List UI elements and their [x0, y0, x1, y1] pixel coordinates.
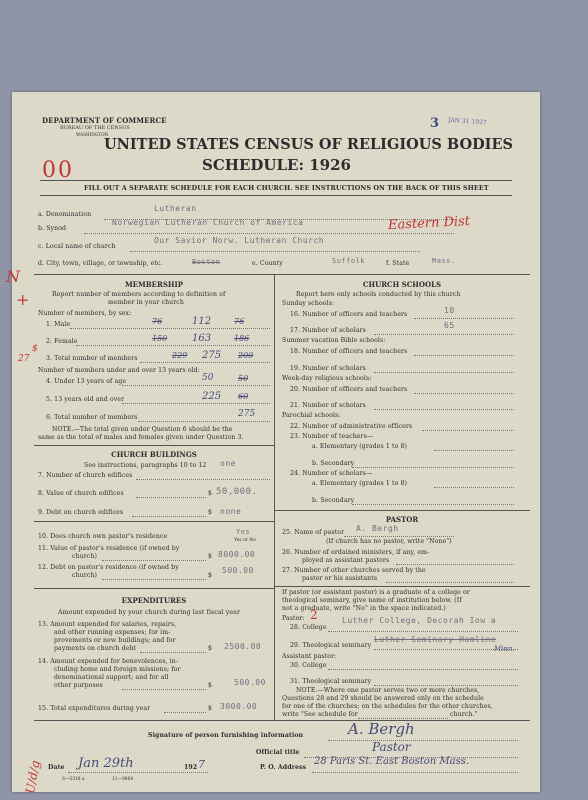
synod-label: b. Synod: [38, 225, 67, 232]
synod-note: Eastern Dist: [387, 213, 471, 234]
q3-value-c: 200: [238, 351, 254, 360]
q4-label: 4. Under 13 years of age: [46, 378, 127, 385]
college-note: theological seminary, give name of institution below. (If: [282, 597, 462, 604]
dotted-leader: [122, 385, 270, 386]
stamp-number: 3: [430, 116, 440, 131]
q27-label: 27. Number of other churches served by the: [282, 567, 426, 574]
margin-mark: U/d/g: [22, 759, 43, 795]
q13-value: 2500.00: [224, 642, 262, 651]
year-prefix: 192: [184, 764, 198, 771]
assistant-subheading: Assistant pastor:: [282, 653, 337, 660]
dollar-sign: $: [208, 509, 213, 516]
q6-value: 275: [238, 409, 256, 419]
county-value: Suffolk: [332, 257, 366, 265]
dotted-leader: [70, 328, 270, 329]
dotted-leader: [130, 251, 420, 252]
denomination-value: Lutheran: [154, 204, 197, 213]
q1-value-b: 112: [192, 316, 212, 327]
dotted-leader: [136, 479, 270, 480]
dotted-leader: [328, 631, 518, 632]
q12-value: 500.00: [222, 566, 254, 575]
q20-label: 20. Number of officers and teachers: [290, 386, 408, 393]
q5-value-b: 60: [238, 392, 249, 401]
census-schedule-sheet: [6, 92, 540, 795]
q5-label: 5. 13 years old and over: [46, 396, 125, 403]
weekday-label: Week-day religious schools:: [282, 375, 372, 382]
dotted-leader: [358, 718, 448, 719]
q2-label: 2. Female: [46, 338, 78, 345]
q7-label: 7. Number of church edifices: [38, 472, 133, 479]
college-note: not a graduate, write "No" in the space indicated.): [282, 605, 446, 612]
dotted-leader: [328, 740, 518, 741]
pastor-note: church.": [450, 711, 478, 718]
rule: [34, 445, 274, 446]
q25-label: 25. Name of pastor: [282, 529, 345, 536]
po-address-value: 28 Paris St. East Boston Mass.: [314, 756, 470, 767]
dotted-leader: [352, 504, 514, 505]
q5-value-a: 225: [202, 391, 222, 402]
q10-value: Yes: [236, 528, 251, 536]
q29-value: Luther Seminary Hamline: [374, 635, 497, 644]
dotted-leader: [138, 421, 270, 422]
handwritten-code: 00: [42, 158, 74, 183]
dotted-leader: [344, 536, 454, 537]
q15-label: 15. Total expenditures during year: [38, 705, 151, 712]
q16-label: 16. Number of officers and teachers: [290, 311, 408, 318]
dotted-leader: [84, 233, 454, 234]
q28-value: Luther College, Decorah Iow a: [342, 616, 497, 625]
dollar-sign: $: [208, 553, 213, 560]
state-label: f. State: [386, 260, 410, 267]
q14-label-cont: denominational support; and for all: [54, 674, 169, 681]
schools-heading: CHURCH SCHOOLS: [362, 280, 442, 289]
q12-label: 12. Debt on pastor's residence (if owned by: [38, 564, 179, 571]
dotted-leader: [132, 516, 206, 517]
q8-label: 8. Value of church edifices: [38, 490, 124, 497]
q13-label-cont: payments on church debt: [54, 645, 137, 652]
date-label: Date: [48, 764, 65, 771]
q30-label: 30. College: [290, 662, 327, 669]
q4-value-a: 50: [202, 373, 214, 383]
dotted-leader: [414, 393, 514, 394]
q19-label: 19. Number of scholars: [290, 365, 366, 372]
county-label: e. County: [252, 260, 283, 267]
q18-label: 18. Number of officers and teachers: [290, 348, 408, 355]
q27-label-cont: pastor or his assistants: [302, 575, 378, 582]
q22-label: 22. Number of administrative officers: [290, 423, 413, 430]
rule: [40, 180, 512, 181]
church-name-value: Our Savior Norw. Lutheran Church: [154, 236, 325, 245]
pastor-note: NOTE.—Where one pastor serves two or more churches,: [296, 687, 480, 694]
by-sex-label: Number of members, by sex:: [38, 310, 132, 317]
q17-value: 65: [444, 321, 455, 330]
rule: [274, 586, 530, 587]
dotted-leader: [312, 772, 518, 773]
q6-label: 6. Total number of members: [46, 414, 138, 421]
schools-sub: Report here only schools conducted by this church: [296, 291, 461, 298]
rule: [34, 521, 274, 522]
denomination-label: a. Denomination: [38, 211, 92, 218]
q1-value-a: 76: [152, 317, 163, 326]
signature-value: A. Bergh: [348, 720, 415, 738]
q7-value: one: [220, 459, 236, 468]
schedule-title: SCHEDULE: 1926: [202, 156, 351, 174]
dollar-sign: $: [208, 490, 213, 497]
margin-mark: N: [6, 267, 20, 286]
q14-label-cont: other purposes: [54, 682, 103, 689]
po-address-label: P. O. Address: [260, 764, 307, 771]
q14-label: 14. Amount expended for benevolences, in-: [38, 658, 179, 665]
buildings-heading: CHURCH BUILDINGS: [111, 450, 197, 459]
dotted-leader: [102, 579, 206, 580]
dotted-leader: [396, 564, 514, 565]
dotted-leader: [414, 318, 514, 319]
q31-label: 31. Theological seminary: [290, 678, 372, 685]
q12-label-cont: church): [72, 572, 97, 579]
dotted-leader: [374, 372, 514, 373]
dotted-leader: [68, 772, 208, 773]
q21-label: 21. Number of scholars: [290, 402, 366, 409]
title-value: Pastor: [372, 740, 411, 754]
state-value: Mass.: [432, 257, 456, 265]
dotted-leader: [374, 685, 518, 686]
dotted-leader: [386, 582, 514, 583]
form-title: UNITED STATES CENSUS OF RELIGIOUS BODIES: [104, 136, 513, 153]
q1-value-c: 76: [234, 317, 245, 326]
signature-label: Signature of person furnishing information: [148, 732, 304, 739]
pastor-note: for one of the churches; on the schedules for the other churches,: [282, 703, 493, 710]
q3-value-b: 275: [202, 350, 222, 361]
dollar-sign: $: [208, 645, 213, 652]
dotted-leader: [122, 403, 270, 404]
q3-value-a: 229: [172, 351, 188, 360]
dotted-leader: [422, 430, 514, 431]
q14-value: 500.00: [234, 678, 266, 687]
q15-value: 3000.00: [220, 702, 258, 711]
dotted-leader: [414, 355, 514, 356]
rule: [40, 195, 512, 196]
membership-note: NOTE.—The total given under Question 6 should be the: [52, 426, 233, 433]
q8-value: 50,000.: [216, 487, 258, 497]
q23a-label: a. Elementary (grades 1 to 8): [312, 443, 408, 450]
q4-value-b: 50: [238, 374, 249, 383]
synod-value: Norwegian Lutheran Church of America: [112, 218, 304, 227]
by-age-label: Number of members under and over 13 years old:: [38, 367, 200, 374]
dotted-leader: [164, 712, 206, 713]
college-note: If pastor (or assistant pastor) is a graduate of a college or: [282, 589, 470, 596]
q2-value-a: 150: [152, 334, 168, 343]
q25-value: A. Bergh: [356, 524, 399, 533]
pastor-note: write "See schedule for: [282, 711, 358, 718]
q29-note: Minn.: [494, 645, 515, 653]
rule: [34, 274, 530, 275]
pastor-subheading: Pastor:: [282, 615, 305, 622]
dotted-leader: [434, 450, 514, 451]
q13-label-cont: and other running expenses; for im-: [54, 629, 171, 636]
dotted-leader: [122, 689, 206, 690]
q9-label: 9. Debt on church edifices: [38, 509, 124, 516]
date-value: Jan 29th: [78, 756, 134, 771]
q16-value: 10: [444, 306, 455, 315]
dotted-leader: [76, 345, 270, 346]
q26-label: 26. Number of ordained ministers, if any, em-: [282, 549, 430, 556]
q10-hint: Yes or No: [234, 538, 256, 543]
dollar-sign: $: [208, 705, 213, 712]
q24-label: 24. Number of scholars—: [290, 470, 373, 477]
q3-label: 3. Total number of members: [46, 355, 138, 362]
dept-name: DEPARTMENT OF COMMERCE: [42, 116, 167, 125]
dotted-leader: [434, 487, 514, 488]
column-divider: [274, 274, 275, 720]
dotted-leader: [352, 467, 514, 468]
q10-label: 10. Does church own pastor's residence: [38, 533, 168, 540]
dotted-leader: [328, 669, 518, 670]
dollar-sign: $: [208, 572, 213, 579]
q11-value: 8000.00: [218, 550, 256, 559]
q13-label: 13. Amount expended for salaries, repairs,: [38, 621, 177, 628]
membership-sub: member in your church: [108, 299, 184, 306]
bureau-name: BUREAU OF THE CENSUS: [60, 125, 130, 131]
dotted-leader: [140, 652, 206, 653]
q13-label-cont: provements or new buildings; and for: [54, 637, 176, 644]
buildings-sub: See instructions, paragraphs 10 to 12: [84, 462, 207, 469]
year-value: 7: [198, 758, 205, 771]
pastor-heading: PASTOR: [385, 515, 419, 524]
dotted-leader: [102, 560, 206, 561]
rule: [34, 720, 530, 721]
instruction-line: FILL OUT A SEPARATE SCHEDULE FOR EACH CHURCH. SEE INSTRUCTIONS ON THE BACK OF THIS SHEET: [84, 184, 489, 192]
church-name-label: c. Local name of church: [38, 243, 116, 250]
q24b-label: b. Secondary: [312, 497, 355, 504]
dotted-leader: [136, 497, 206, 498]
title-label: Official title: [256, 749, 300, 756]
q28-label: 28. College: [290, 624, 327, 631]
membership-note: same as the total of males and females given under Question 3.: [38, 434, 244, 441]
q11-label-cont: church): [72, 553, 97, 560]
q24a-label: a. Elementary (grades 1 to 8): [312, 480, 408, 487]
dotted-leader: [374, 334, 514, 335]
pastor-mark: 2: [310, 608, 318, 622]
margin-mark: $: [32, 344, 38, 354]
dotted-leader: [140, 362, 270, 363]
pastor-note: Questions 28 and 29 should be answered only on the schedule: [282, 695, 484, 702]
margin-mark: +: [16, 290, 30, 309]
q23b-label: b. Secondary: [312, 460, 355, 467]
q25-hint: (If church has no pastor, write "None"): [326, 538, 452, 545]
expenditures-sub: Amount expended by your church during last fiscal year: [58, 609, 240, 616]
rule: [34, 588, 274, 589]
margin-mark: 27: [18, 354, 30, 364]
form-code: 11—9864: [112, 777, 134, 782]
summer-label: Summer vacation Bible schools:: [282, 337, 386, 344]
city-name: WASHINGTON: [76, 132, 109, 137]
dollar-sign: $: [208, 682, 213, 689]
form-number: S—5318 a: [62, 777, 85, 782]
parochial-label: Parochial schools:: [282, 412, 341, 419]
q29-label: 29. Theological seminary: [290, 642, 372, 649]
rule: [274, 510, 530, 511]
received-stamp: JAN 31 1927: [447, 116, 487, 127]
city-value: Boston: [192, 258, 221, 266]
q14-label-cont: cluding home and foreign missions; for: [54, 666, 181, 673]
membership-sub: Report number of members according to definition of: [52, 291, 226, 298]
q2-value-c: 186: [234, 334, 250, 343]
expenditures-heading: EXPENDITURES: [121, 596, 187, 605]
q9-value: none: [220, 507, 242, 516]
sunday-label: Sunday schools:: [282, 300, 335, 307]
city-label: d. City, town, village, or township, etc.: [38, 260, 163, 267]
q2-value-b: 163: [192, 333, 212, 344]
q1-label: 1. Male: [46, 321, 71, 328]
q26-label-cont: ployed as assistant pastors: [302, 557, 390, 564]
q17-label: 17. Number of scholars: [290, 327, 366, 334]
q23-label: 23. Number of teachers—: [290, 433, 374, 440]
q11-label: 11. Value of pastor's residence (if owned by: [38, 545, 180, 552]
membership-heading: MEMBERSHIP: [124, 280, 184, 289]
dotted-leader: [374, 409, 514, 410]
